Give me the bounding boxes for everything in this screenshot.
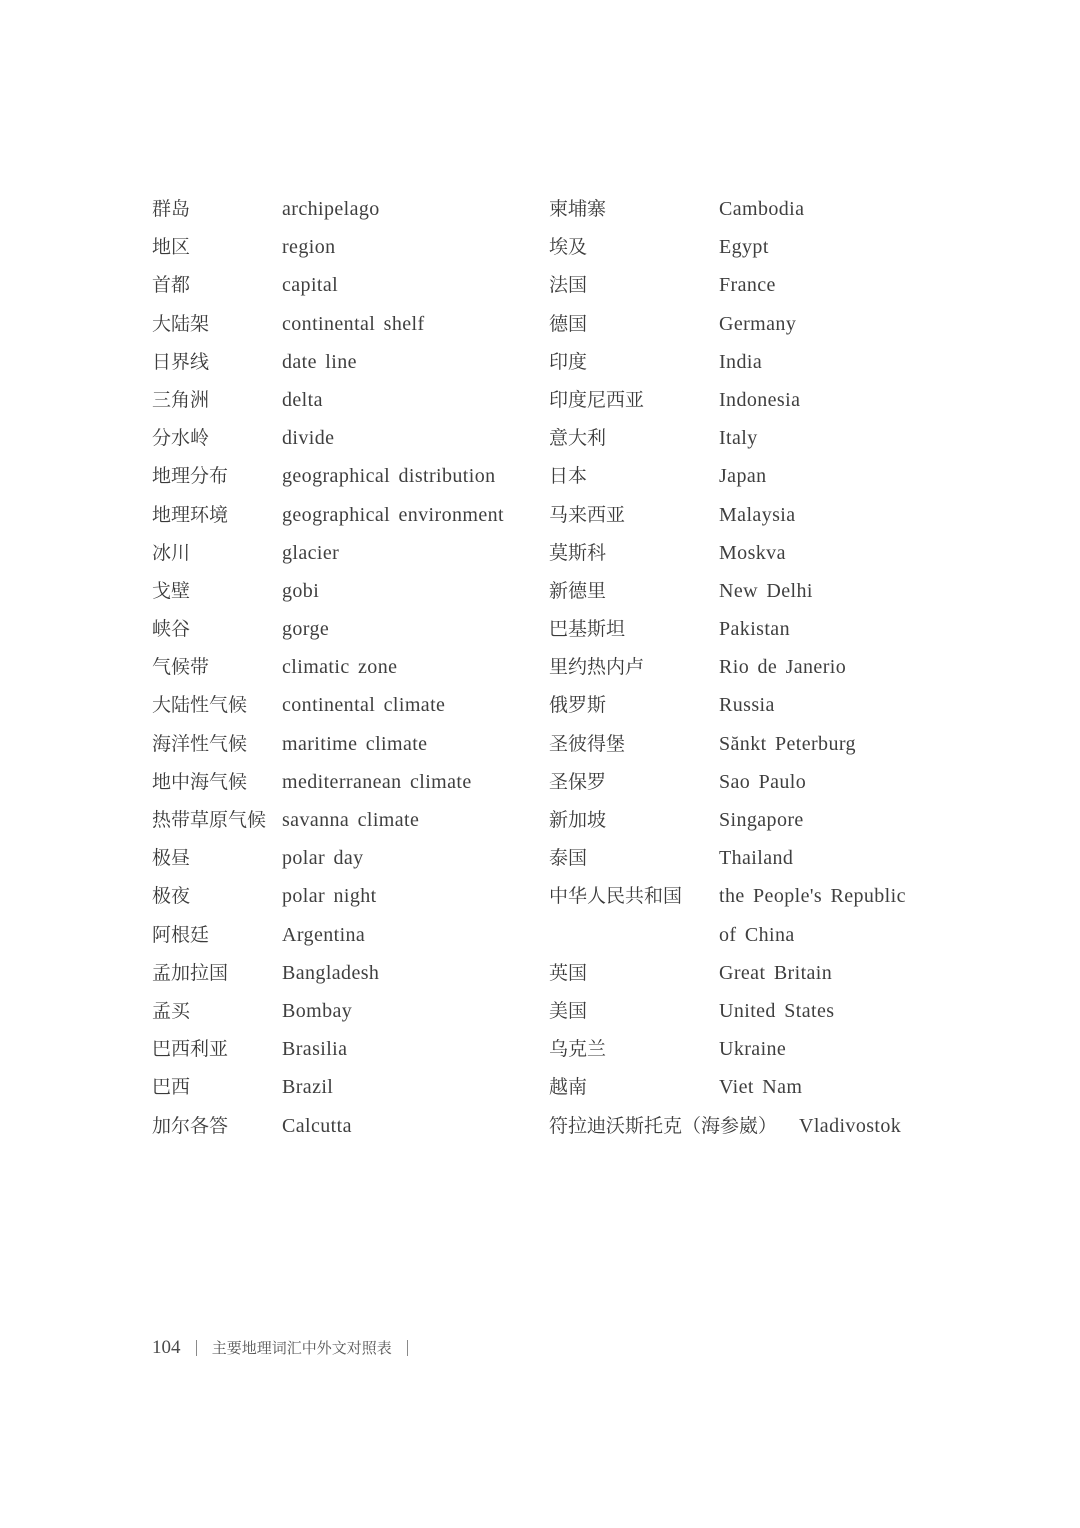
term-english: Egypt (719, 236, 769, 259)
term-english: Indonesia (719, 388, 801, 411)
term-chinese: 英国 (549, 961, 588, 984)
term-chinese: 莫斯科 (549, 541, 607, 564)
term-english: Rio de Janerio (719, 656, 847, 679)
term-chinese: 冰川 (152, 541, 191, 564)
term-english: gobi (282, 579, 320, 602)
term-chinese: 意大利 (549, 427, 607, 450)
term-english: glacier (282, 541, 340, 564)
term-chinese: 新德里 (549, 579, 607, 602)
term-english: geographical environment (282, 503, 504, 526)
term-chinese: 巴西 (152, 1076, 191, 1099)
glossary-row (549, 1068, 969, 1106)
term-chinese: 海洋性气候 (152, 732, 248, 755)
term-english: capital (282, 274, 339, 297)
glossary-row (549, 648, 969, 686)
glossary-row (549, 228, 969, 266)
term-chinese: 美国 (549, 999, 588, 1022)
glossary-row (152, 228, 532, 266)
term-chinese: 气候带 (152, 656, 210, 679)
term-english: New Delhi (719, 579, 813, 602)
term-english: divide (282, 427, 335, 450)
term-english: maritime climate (282, 732, 428, 755)
term-english: mediterranean climate (282, 770, 472, 793)
term-english: France (719, 274, 776, 297)
term-english: the People's Republic (719, 885, 906, 908)
glossary-row (549, 839, 969, 877)
glossary-row (152, 1068, 532, 1106)
term-chinese: 圣保罗 (549, 770, 607, 793)
term-english: delta (282, 388, 323, 411)
term-chinese: 日本 (549, 465, 588, 488)
term-english: Japan (719, 465, 767, 488)
term-english: of China (719, 923, 795, 946)
glossary-row (152, 801, 532, 839)
term-chinese: 泰国 (549, 847, 588, 870)
glossary-row (549, 496, 969, 534)
glossary-row (152, 572, 532, 610)
term-english: geographical distribution (282, 465, 496, 488)
glossary-row (152, 877, 532, 915)
glossary-left-column (152, 190, 532, 1145)
term-chinese: 戈壁 (152, 579, 191, 602)
glossary-row (152, 305, 532, 343)
glossary-right-column (549, 190, 969, 1145)
term-english: Bombay (282, 999, 353, 1022)
glossary-row (152, 648, 532, 686)
glossary-row (549, 1030, 969, 1068)
term-english: gorge (282, 618, 330, 641)
term-english: Moskva (719, 541, 786, 564)
glossary-row (152, 1107, 532, 1145)
term-chinese: 乌克兰 (549, 1038, 607, 1061)
glossary-row (549, 534, 969, 572)
glossary-row (549, 305, 969, 343)
term-english: date line (282, 350, 357, 373)
term-english: Pakistan (719, 618, 790, 641)
term-chinese: 德国 (549, 312, 588, 335)
term-english: Brasilia (282, 1038, 348, 1061)
term-chinese: 峡谷 (152, 618, 191, 641)
term-chinese: 地区 (152, 236, 191, 259)
term-chinese: 俄罗斯 (549, 694, 607, 717)
term-english: Bangladesh (282, 961, 380, 984)
term-english: Argentina (282, 923, 366, 946)
term-english: continental climate (282, 694, 446, 717)
term-chinese: 加尔各答 (152, 1114, 229, 1137)
glossary-row (549, 916, 969, 954)
term-english: Sao Paulo (719, 770, 807, 793)
glossary-row (152, 992, 532, 1030)
glossary-row (152, 610, 532, 648)
term-chinese: 马来西亚 (549, 503, 626, 526)
term-english: Ukraine (719, 1038, 787, 1061)
glossary-row (152, 419, 532, 457)
glossary-row (152, 343, 532, 381)
footer-title: 主要地理词汇中外文对照表 (211, 1338, 392, 1357)
term-chinese: 极夜 (152, 885, 191, 908)
term-chinese: 孟买 (152, 999, 191, 1022)
glossary-row (152, 381, 532, 419)
term-chinese: 群岛 (152, 198, 191, 220)
glossary-row (549, 801, 969, 839)
glossary-row (152, 534, 532, 572)
term-english: Viet Nam (719, 1076, 803, 1099)
glossary-row (152, 839, 532, 877)
term-english: United States (719, 999, 835, 1022)
glossary-row (549, 763, 969, 801)
term-chinese: 印度 (549, 350, 588, 373)
term-english: Malaysia (719, 503, 796, 526)
term-chinese: 印度尼西亚 (549, 388, 645, 411)
glossary-row (549, 266, 969, 304)
glossary-row (152, 916, 532, 954)
term-chinese: 里约热内卢 (549, 656, 645, 679)
glossary-row (549, 686, 969, 724)
term-english: Calcutta (282, 1114, 352, 1137)
term-chinese: 大陆架 (152, 312, 210, 335)
term-english: Germany (719, 312, 797, 335)
term-english: Cambodia (719, 198, 805, 220)
term-english: Italy (719, 427, 758, 450)
glossary-row (152, 725, 532, 763)
glossary-row (549, 343, 969, 381)
term-chinese: 柬埔寨 (549, 198, 607, 220)
term-english: India (719, 350, 763, 373)
term-english: Russia (719, 694, 775, 717)
glossary-row (549, 572, 969, 610)
glossary-row (549, 1107, 969, 1145)
term-chinese: 中华人民共和国 (549, 885, 683, 908)
term-english: savanna climate (282, 809, 420, 831)
term-chinese: 巴基斯坦 (549, 618, 626, 641)
term-chinese: 三角洲 (152, 388, 210, 411)
glossary-row (549, 190, 969, 228)
term-english: Great Britain (719, 961, 833, 984)
term-english: Brazil (282, 1076, 334, 1099)
term-chinese: 地中海气候 (152, 770, 248, 793)
term-english: region (282, 236, 336, 259)
term-chinese: 法国 (549, 274, 588, 297)
glossary-row (152, 190, 532, 228)
footer-divider (196, 1340, 197, 1356)
glossary-row (549, 419, 969, 457)
glossary-row (549, 610, 969, 648)
glossary-row (152, 457, 532, 495)
term-chinese: 分水岭 (152, 427, 210, 450)
glossary-row (152, 266, 532, 304)
glossary-row (152, 954, 532, 992)
term-chinese: 埃及 (549, 236, 588, 259)
term-english: continental shelf (282, 312, 425, 335)
term-english: polar day (282, 847, 364, 870)
glossary-row (549, 877, 969, 915)
term-chinese: 新加坡 (549, 809, 607, 831)
term-chinese: 阿根廷 (152, 923, 210, 946)
footer-divider (407, 1340, 408, 1356)
term-chinese: 孟加拉国 (152, 961, 229, 984)
page-number: 104 (152, 1336, 181, 1358)
term-chinese: 地理环境 (152, 503, 229, 526)
term-english: archipelago (282, 198, 380, 220)
term-chinese: 巴西利亚 (152, 1038, 229, 1061)
term-chinese: 圣彼得堡 (549, 732, 626, 755)
term-chinese: 地理分布 (152, 465, 229, 488)
glossary-row (152, 686, 532, 724)
term-english: Sănkt Peterburg (719, 732, 856, 755)
term-chinese: 符拉迪沃斯托克（海参崴） (549, 1114, 778, 1137)
term-english: Singapore (719, 809, 804, 831)
glossary-row (549, 381, 969, 419)
page-footer (152, 1333, 418, 1361)
term-chinese: 首都 (152, 274, 191, 297)
term-chinese: 热带草原气候 (152, 809, 267, 831)
term-chinese: 大陆性气候 (152, 694, 248, 717)
glossary-row (549, 725, 969, 763)
term-chinese: 极昼 (152, 847, 191, 870)
term-english: polar night (282, 885, 377, 908)
glossary-row (152, 1030, 532, 1068)
term-english: Vladivostok (799, 1114, 902, 1137)
term-english: climatic zone (282, 656, 398, 679)
glossary-row (152, 763, 532, 801)
term-chinese: 越南 (549, 1076, 588, 1099)
glossary-row (549, 954, 969, 992)
term-chinese: 日界线 (152, 350, 210, 373)
term-english: Thailand (719, 847, 794, 870)
glossary-row (549, 992, 969, 1030)
glossary-row (152, 496, 532, 534)
glossary-row (549, 457, 969, 495)
